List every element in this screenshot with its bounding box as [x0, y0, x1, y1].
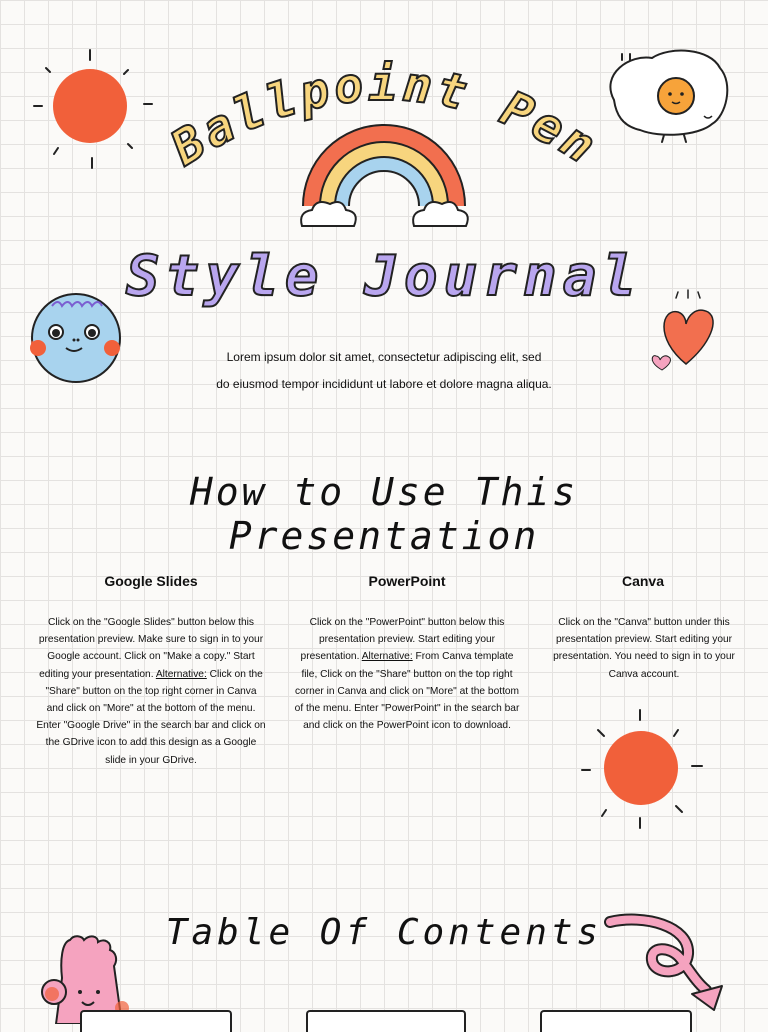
column-title-powerpoint: PowerPoint: [368, 573, 446, 589]
toc-card-3[interactable]: [540, 1010, 692, 1032]
column-body-powerpoint: [294, 614, 520, 734]
face-icon: [28, 290, 126, 386]
column-body-google-slides: [36, 614, 266, 769]
column-body-canva: [546, 614, 742, 683]
egg-icon: [600, 44, 740, 154]
page-title: Style Journal: [125, 244, 643, 309]
toc-card-2[interactable]: [306, 1010, 466, 1032]
arrow-icon: [604, 912, 730, 1016]
sun-icon-right: [578, 706, 706, 834]
body-text: Click on the "Share" button on the top right corner in Canva and click on "More" at the bottom of the menu. Enter "Google Drive" in the search bar and click on the GDrive icon to add this design as a Google slide in your GDrive.: [36, 668, 266, 766]
column-title-google-slides: Google Slides: [104, 573, 198, 589]
alternative-label: Alternative:: [155, 668, 207, 680]
sun-icon-top-left: [28, 44, 156, 172]
how-to-heading: How to Use This Presentation: [189, 470, 579, 558]
toc-heading: Table Of Contents: [165, 912, 603, 953]
alternative-label: Alternative:: [361, 651, 413, 663]
body-text: Click on the "PowerPoint" button below this presentation preview. Start editing your presentation.: [300, 617, 505, 663]
body-text: Click on the "Google Slides" button below this presentation preview. Make sure to sign in to your Google account. Click on "Make a copy." Start editing your presentation.: [38, 617, 264, 680]
toc-card-1[interactable]: [80, 1010, 232, 1032]
rainbow-icon: [296, 122, 472, 248]
heart-icon: [644, 288, 724, 378]
column-title-canva: Canva: [621, 573, 665, 589]
subtitle-line-2: do eiusmod tempor incididunt ut labore et dolore magna aliqua.: [216, 377, 552, 391]
body-text: From Canva template file, Click on the "Share" button on the top right corner in Canva and click on "More" at the bottom of the menu. Enter "PowerPoint" in the search bar and click on the PowerPoint icon to download.: [294, 651, 520, 732]
body-text: Click on the "Canva" button under this presentation preview. Start editing your presentation. You need to sign in to your Canva account.: [553, 617, 735, 680]
title-arc: Ballpoint Pen: [161, 56, 609, 177]
subtitle-line-1: Lorem ipsum dolor sit amet, consectetur adipiscing elit, sed: [226, 350, 542, 364]
